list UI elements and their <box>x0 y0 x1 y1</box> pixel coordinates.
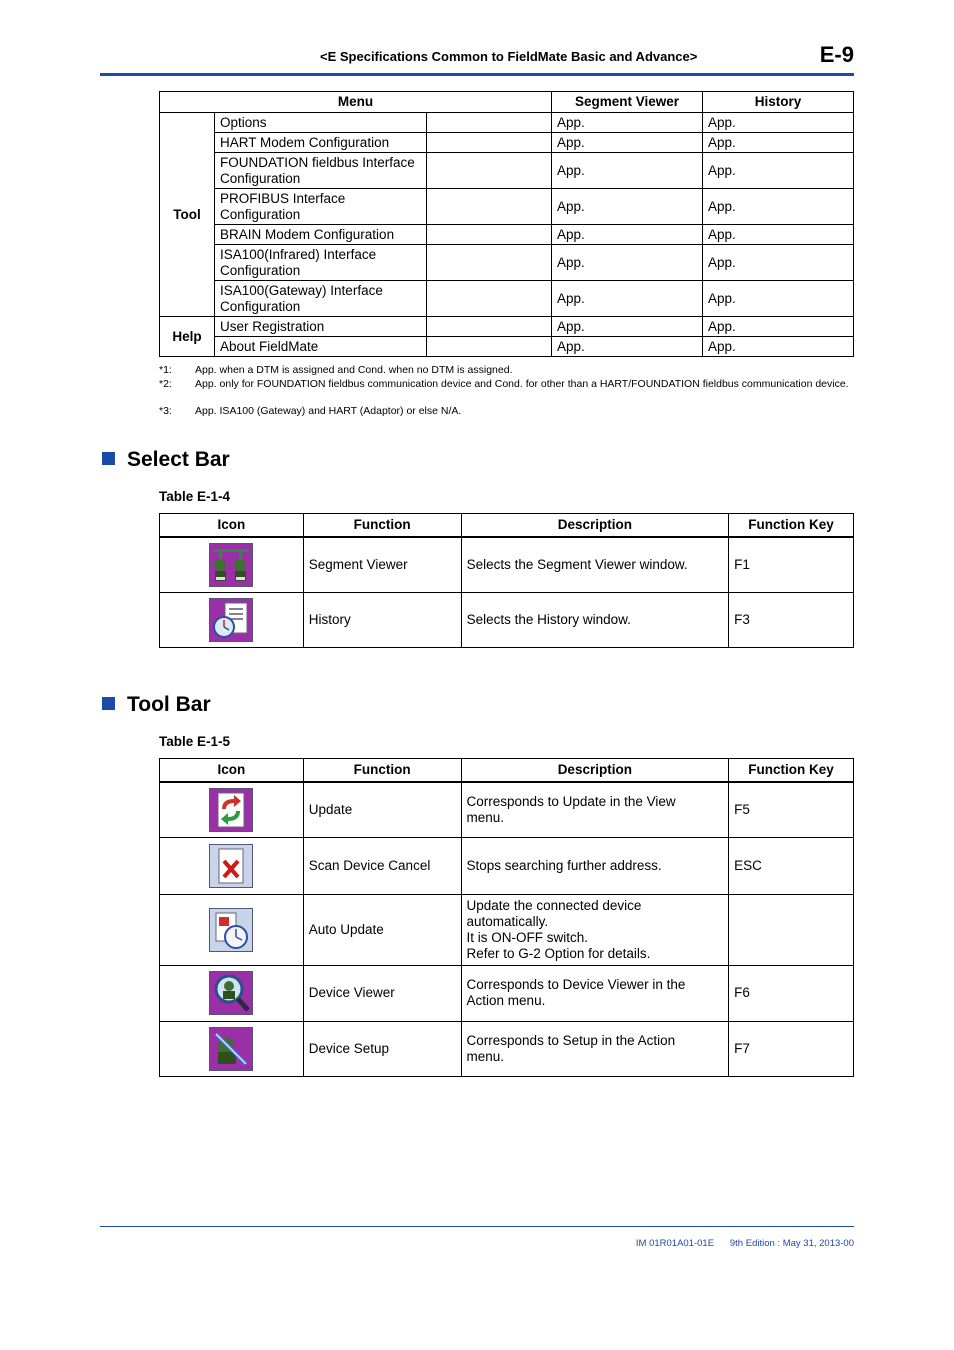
key-cell: F5 <box>729 782 854 837</box>
history-cell: App. <box>703 153 854 189</box>
table-row <box>160 337 854 357</box>
function-cell: History <box>303 592 461 647</box>
description-col-header: Description <box>461 514 729 538</box>
footnote: *1: App. when a DTM is assigned and Cond. when no DTM is assigned. <box>159 364 513 376</box>
section-title-select-bar: Select Bar <box>102 448 230 472</box>
header-rule <box>100 73 854 76</box>
segment-cell: App. <box>552 225 703 245</box>
table-row <box>160 1021 854 1076</box>
menu-item: BRAIN Modem Configuration <box>215 225 427 245</box>
key-cell: F3 <box>729 592 854 647</box>
function-col-header: Function <box>303 514 461 538</box>
section-bullet-icon <box>102 452 115 465</box>
function-cell: Update <box>303 782 461 837</box>
page-number: E-9 <box>819 42 854 67</box>
table-row <box>160 189 854 225</box>
footnote: *3: App. ISA100 (Gateway) and HART (Adaptor) or else N/A. <box>159 405 462 417</box>
history-cell: App. <box>703 225 854 245</box>
key-cell <box>729 894 854 965</box>
history-cell: App. <box>703 281 854 317</box>
segment-cell: App. <box>552 317 703 337</box>
menu-item: HART Modem Configuration <box>215 133 427 153</box>
menu-item: About FieldMate <box>215 337 427 357</box>
running-header: <E Specifications Common to FieldMate Basic and Advance> <box>320 49 698 64</box>
menu-table <box>159 91 854 357</box>
function-key-col-header: Function Key <box>729 759 854 783</box>
table-row <box>160 133 854 153</box>
group-label-help: Help <box>160 317 215 357</box>
segment-cell: App. <box>552 281 703 317</box>
segment-cell: App. <box>552 133 703 153</box>
auto-update-icon <box>209 908 253 952</box>
table-row <box>160 782 854 837</box>
table-row <box>160 281 854 317</box>
description-cell: Corresponds to Device Viewer in the Action menu. <box>461 965 729 1021</box>
menu-item: ISA100(Infrared) Interface Configuration <box>215 245 427 281</box>
description-cell: Selects the Segment Viewer window. <box>461 537 729 592</box>
function-cell: Device Setup <box>303 1021 461 1076</box>
table-row <box>160 317 854 337</box>
scan-device-cancel-icon <box>209 844 253 888</box>
segment-cell: App. <box>552 153 703 189</box>
history-cell: App. <box>703 317 854 337</box>
table-row <box>160 245 854 281</box>
section-bullet-icon <box>102 697 115 710</box>
description-cell: Selects the History window. <box>461 592 729 647</box>
menu-item: User Registration <box>215 317 427 337</box>
segment-cell: App. <box>552 113 703 133</box>
menu-item: Options <box>215 113 427 133</box>
description-col-header: Description <box>461 759 729 783</box>
device-viewer-icon <box>209 971 253 1015</box>
footer-text: IM 01R01A01-01E 9th Edition : May 31, 2013-00 <box>635 1238 854 1249</box>
menu-item: FOUNDATION fieldbus Interface Configuration <box>215 153 427 189</box>
table-caption: Table E-1-4 <box>159 489 231 504</box>
history-cell: App. <box>703 245 854 281</box>
function-key-col-header: Function Key <box>729 514 854 538</box>
history-cell: App. <box>703 113 854 133</box>
table-row <box>160 837 854 894</box>
segment-cell: App. <box>552 245 703 281</box>
history-col-header: History <box>703 92 854 113</box>
history-icon <box>209 598 253 642</box>
table-row <box>160 894 854 965</box>
key-cell: ESC <box>729 837 854 894</box>
description-cell: Update the connected device automatically. It is ON-OFF switch. Refer to G-2 Option for details. <box>461 894 729 965</box>
description-cell: Corresponds to Setup in the Action menu. <box>461 1021 729 1076</box>
table-caption: Table E-1-5 <box>159 734 231 749</box>
group-label-tool: Tool <box>160 113 215 317</box>
icon-col-header: Icon <box>160 514 304 538</box>
function-cell: Scan Device Cancel <box>303 837 461 894</box>
segment-cell: App. <box>552 337 703 357</box>
key-cell: F6 <box>729 965 854 1021</box>
section-title-tool-bar: Tool Bar <box>102 693 211 717</box>
footnote: *2: App. only for FOUNDATION fieldbus communication device and Cond. for other than a HART/FOUNDATION fieldbus communication device. <box>159 378 849 390</box>
segment-viewer-icon <box>209 543 253 587</box>
select-bar-table <box>159 513 854 648</box>
table-row <box>160 592 854 647</box>
menu-item: ISA100(Gateway) Interface Configuration <box>215 281 427 317</box>
segment-cell: App. <box>552 189 703 225</box>
tool-bar-table <box>159 758 854 1077</box>
key-cell: F1 <box>729 537 854 592</box>
icon-col-header: Icon <box>160 759 304 783</box>
device-setup-icon <box>209 1027 253 1071</box>
table-row <box>160 153 854 189</box>
description-cell: Stops searching further address. <box>461 837 729 894</box>
table-row <box>160 537 854 592</box>
description-cell: Corresponds to Update in the View menu. <box>461 782 729 837</box>
footer-rule <box>100 1226 854 1227</box>
table-row <box>160 225 854 245</box>
history-cell: App. <box>703 133 854 153</box>
function-cell: Auto Update <box>303 894 461 965</box>
key-cell: F7 <box>729 1021 854 1076</box>
table-row <box>160 113 854 133</box>
function-col-header: Function <box>303 759 461 783</box>
menu-item: PROFIBUS Interface Configuration <box>215 189 427 225</box>
function-cell: Segment Viewer <box>303 537 461 592</box>
history-cell: App. <box>703 189 854 225</box>
menu-col-header: Menu <box>160 92 552 113</box>
update-icon <box>209 788 253 832</box>
function-cell: Device Viewer <box>303 965 461 1021</box>
table-row <box>160 965 854 1021</box>
segment-col-header: Segment Viewer <box>552 92 703 113</box>
history-cell: App. <box>703 337 854 357</box>
